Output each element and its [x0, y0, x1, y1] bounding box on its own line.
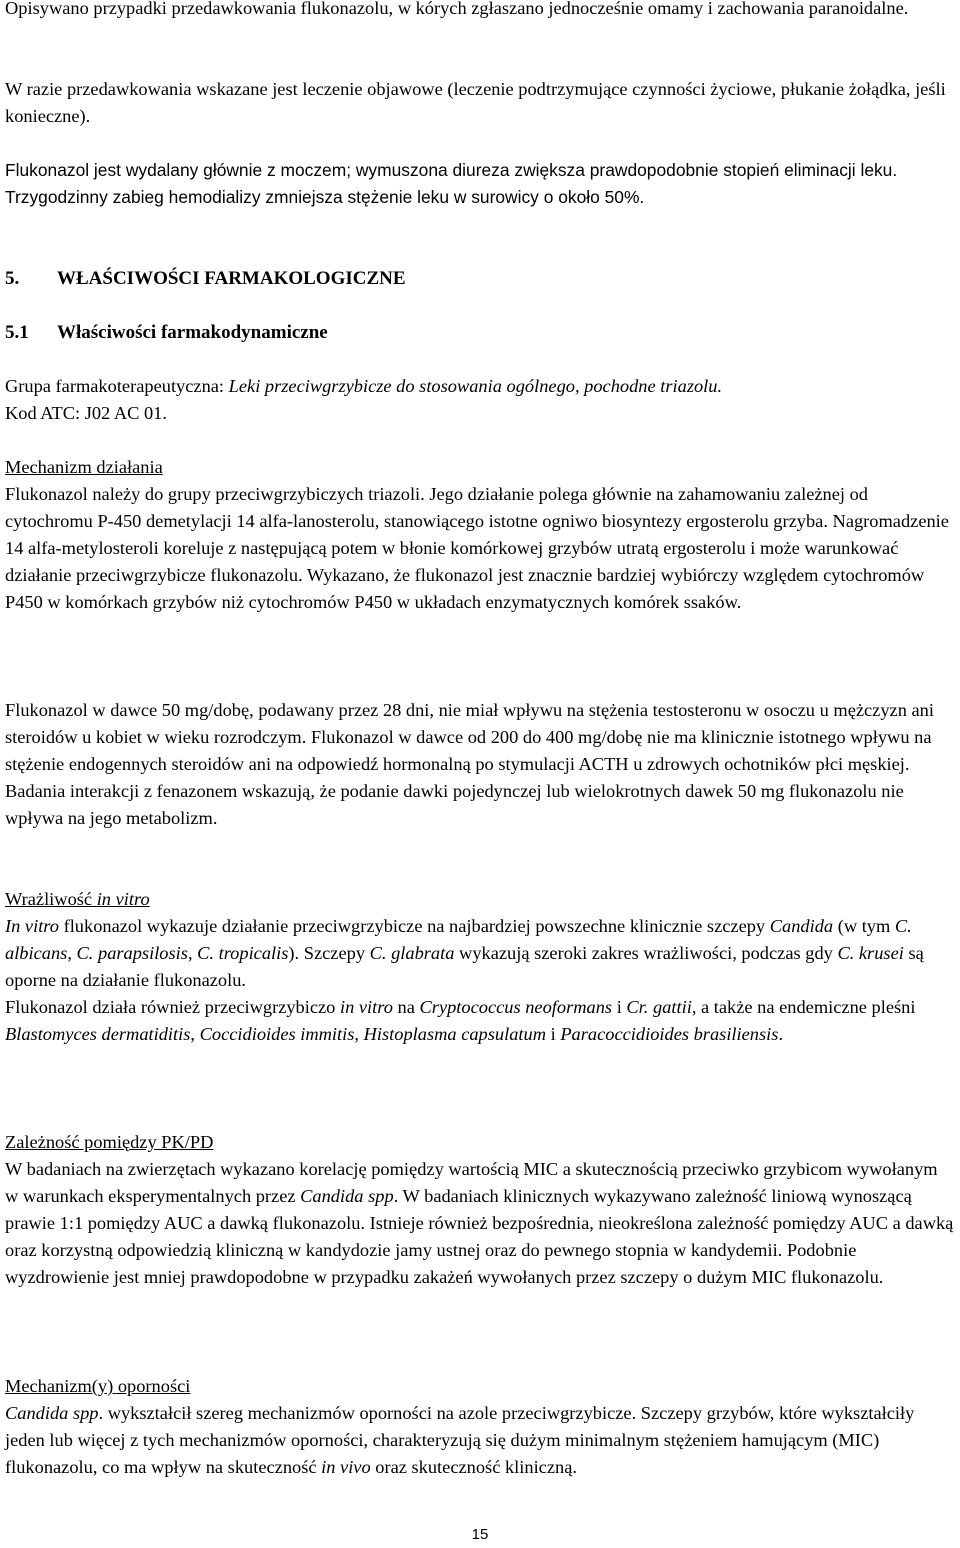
- resistance-text: oraz skuteczność kliniczną.: [370, 1457, 577, 1477]
- elimination-paragraph: [5, 157, 955, 211]
- species-cryptococcus-neoformans: Cryptococcus neoformans: [419, 997, 613, 1017]
- species-c-tropicalis: C. tropicalis: [197, 943, 289, 963]
- resistance-text: . wykształcił szereg mechanizmów oporności na azole przeciwgrzybicze. Szczepy grzybów, które wykształciły jeden lub więcej z tych mechanizmów oporności, charakteryzują się dużym minimalnym stężeniem hamującym (MIC) flukonazolu, co ma wpływ na skuteczność: [5, 1403, 915, 1477]
- sensitivity-paragraph: [5, 913, 955, 994]
- pkpd-text: W badaniach na zwierzętach wykazano korelację pomiędzy wartością MIC a skutecznością przeciwko grzybicom wywołanym w warunkach eksperymentalnych przez: [5, 1159, 938, 1206]
- subsection-title: Właściwości farmakodynamiczne: [57, 322, 328, 343]
- species-blastomyces: Blastomyces dermatiditis: [5, 1024, 191, 1044]
- mechanism-heading: Mechanizm działania: [5, 457, 163, 477]
- section-title: WŁAŚCIWOŚCI FARMAKOLOGICZNE: [57, 268, 406, 289]
- activity-text: , a także na endemiczne pleśni: [691, 997, 916, 1017]
- species-paracoccidioides: Paracoccidioides brasiliensis: [560, 1024, 779, 1044]
- overdose-symptoms-paragraph: Opisywano przypadki przedawkowania flukonazolu, w kórych zgłaszano jednocześnie omamy i zachowania paranoidalne.: [5, 0, 909, 18]
- in-vitro-term: in vitro: [339, 997, 393, 1017]
- sensitivity-heading-italic: in vitro: [96, 889, 150, 909]
- sensitivity-heading: [5, 886, 955, 913]
- subsection-heading: [5, 319, 955, 346]
- resistance-heading: Mechanizm(y) oporności: [5, 1376, 191, 1396]
- pkpd-text: . W badaniach klinicznych wykazywano zależność liniową wynoszącą prawie 1:1 pomiędzy AUC a dawką flukonazolu. Istnieje również bezpośrednia, nieokreślona zależność pomiędzy AUC a dawką oraz korzystną odpowiedzią kliniczną w kandydozie jamy ustnej oraz do pewnego stopnia w kandydemii. Podobnie wyzdrowienie jest mniej prawdopodobne w przypadku zakażeń wywołanych przez szczepy o dużym MIC flukonazolu.: [5, 1186, 954, 1287]
- species-c-krusei: C. krusei: [837, 943, 904, 963]
- species-coccidioides: Coccidioides immitis: [199, 1024, 355, 1044]
- species-histoplasma: Histoplasma capsulatum: [363, 1024, 546, 1044]
- sensitivity-text: ,: [67, 943, 77, 963]
- activity-text: .: [778, 1024, 784, 1044]
- activity-text: ,: [354, 1024, 364, 1044]
- species-candida-spp: Candida spp: [300, 1186, 394, 1206]
- mechanism-paragraph: Flukonazol należy do grupy przeciwgrzybiczych triazoli. Jego działanie polega głównie na zahamowaniu zależnej od cytochromu P-450 demetylacji 14 alfa-lanosterolu, stanowiącego istotne ogniwo biosyntezy ergosterolu grzyba. Nagromadzenie 14 alfa-metylosteroli koreluje z następującą potem w błonie komórkowej grzybów utratą ergosterolu i może warunkować działanie przeciwgrzybicze flukonazolu. Wykazano, że flukonazol jest znacznie bardziej wybiórczy względem cytochromów P450 w komórkach grzybów niż cytochromów P450 w układach enzymatycznych komórek ssaków.: [5, 484, 949, 612]
- subsection-number: 5.1: [5, 322, 29, 343]
- sensitivity-text: (w tym: [833, 916, 895, 936]
- section-heading: [5, 265, 955, 292]
- species-candida-spp: Candida spp: [5, 1403, 99, 1423]
- sensitivity-text: ,: [187, 943, 198, 963]
- activity-text: na: [392, 997, 420, 1017]
- section-number: 5.: [5, 268, 20, 289]
- hormones-paragraph: Flukonazol w dawce 50 mg/dobę, podawany przez 28 dni, nie miał wpływu na stężenia testosteronu w osoczu u mężczyzn ani steroidów u kobiet w wieku rozrodczym. Flukonazol w dawce od 200 do 400 mg/dobę nie ma klinicznie istotnego wpływu na stężenie endogennych steroidów ani na odpowiedź hormonalną po stymulacji ACTH u zdrowych ochotników płci męskiej. Badania interakcji z fenazonem wskazują, że podanie dawki pojedynczej lub wielokrotnych dawek 50 mg flukonazolu nie wpływa na jego metabolizm.: [5, 700, 934, 828]
- in-vivo-term: in vivo: [321, 1457, 371, 1477]
- sensitivity-heading-text: Wrażliwość: [5, 889, 97, 909]
- sensitivity-text: flukonazol wykazuje działanie przeciwgrzybicze na najbardziej powszechne klinicznie szczepy: [58, 916, 770, 936]
- pkpd-heading: Zależność pomiędzy PK/PD: [5, 1132, 214, 1152]
- species-cr-gattii: Cr. gattii: [626, 997, 692, 1017]
- species-c-glabrata: C. glabrata: [369, 943, 455, 963]
- in-vitro-term: In vitro: [5, 916, 59, 936]
- activity-text: ,: [190, 1024, 200, 1044]
- sensitivity-text: wykazują szeroki zakres wrażliwości, podczas gdy: [454, 943, 838, 963]
- species-candida: Candida: [769, 916, 834, 936]
- atc-group-value: Leki przeciwgrzybicze do stosowania ogólnego, pochodne triazolu.: [228, 376, 723, 396]
- resistance-paragraph: [5, 1400, 955, 1481]
- page-number: 15: [471, 1526, 489, 1543]
- activity-text: i: [612, 997, 627, 1017]
- hemodialysis-text: Trzygodzinny zabieg hemodializy zmniejsza stężenie leku w surowicy o około 50%.: [5, 187, 645, 207]
- species-c-albicans: C. albicans: [5, 916, 912, 963]
- pkpd-paragraph: [5, 1156, 955, 1291]
- activity-text: Flukonazol działa również przeciwgrzybiczo: [5, 997, 340, 1017]
- atc-code: Kod ATC: J02 AC 01.: [5, 403, 167, 423]
- atc-group-label: Grupa farmakoterapeutyczna:: [5, 376, 229, 396]
- sensitivity-text: ). Szczepy: [288, 943, 370, 963]
- species-c-parapsilosis: C. parapsilosis: [76, 943, 188, 963]
- overdose-treatment-paragraph: W razie przedawkowania wskazane jest leczenie objawowe (leczenie podtrzymujące czynności życiowe, płukanie żołądka, jeśli konieczne).: [5, 79, 946, 126]
- atc-paragraph: [5, 373, 955, 427]
- activity-paragraph: [5, 994, 955, 1048]
- activity-text: i: [546, 1024, 561, 1044]
- elimination-text: Flukonazol jest wydalany głównie z moczem; wymuszona diureza zwiększa prawdopodobnie stopień eliminacji leku.: [5, 160, 898, 180]
- sensitivity-text: są oporne na działanie flukonazolu.: [5, 943, 924, 990]
